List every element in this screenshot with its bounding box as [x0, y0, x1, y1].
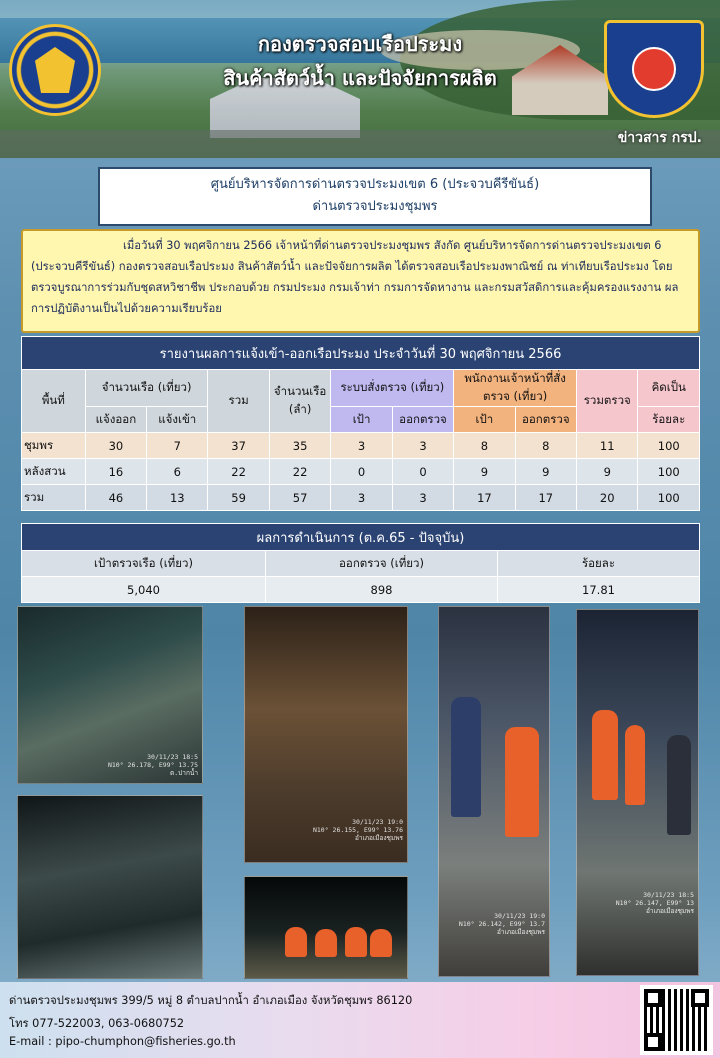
photo-dock-inspection [576, 609, 699, 976]
header-boat-trips: จำนวนเรือ (เที่ยว) [85, 370, 208, 407]
header-arrive: แจ้งเข้า [147, 407, 208, 433]
table-row: ชุมพร 30 7 37 35 3 3 8 8 11 100 [22, 433, 700, 459]
emblem-icon [35, 47, 75, 93]
report-table-caption: รายงานผลการแจ้งเข้า-ออกเรือประมง ประจำวันที่ 30 พฤศจิกายน 2566 [22, 337, 700, 370]
qr-code[interactable] [640, 985, 713, 1055]
title-line1: ศูนย์บริหารจัดการด่านตรวจประมงเขต 6 (ประจวบคีรีขันธ์) [210, 177, 540, 192]
header-sys-target: เป้า [331, 407, 392, 433]
results-header-inspected: ออกตรวจ (เที่ยว) [266, 551, 498, 577]
header-officer-order: พนักงานเจ้าหน้าที่สั่งตรวจ (เที่ยว) [454, 370, 577, 407]
title-line2: ด่านตรวจประมงชุมพร [312, 199, 438, 214]
title-box [98, 167, 652, 226]
photo-timestamp: 30/11/23 18:5 N10° 26.147, E99° 13 อำเภอเมืองชุมพร [615, 891, 694, 915]
header-sys-inspected: ออกตรวจ [392, 407, 453, 433]
header-depart: แจ้งออก [85, 407, 146, 433]
footer-address: ด่านตรวจประมงชุมพร 399/5 หมู่ 8 ตำบลปากน้ำ อำเภอเมือง จังหวัดชุมพร 86120 [9, 994, 413, 1007]
results-header-percent: ร้อยละ [498, 551, 700, 577]
header-title-line2: สินค้าสัตว์น้ำ และปัจจัยการผลิต [223, 66, 497, 90]
report-table [21, 336, 700, 511]
header-total: รวม [208, 370, 269, 433]
photo-timestamp: 30/11/23 19:0 N10° 26.142, E99° 13.7 อำเภอเมืองชุมพร [458, 912, 545, 936]
table-row-total: รวม 46 13 59 57 3 3 17 17 20 100 [22, 485, 700, 511]
department-of-fisheries-logo [9, 24, 101, 116]
photo-timestamp: 30/11/23 19:0 N10° 26.155, E99° 13.76 อำเภอเมืองชุมพร [312, 818, 403, 842]
photo-fishing-boat [17, 606, 203, 784]
results-table [21, 523, 700, 603]
header-percent-label: คิดเป็น [638, 370, 700, 407]
photo-crew-lineup [244, 876, 408, 979]
news-label: ข่าวสาร กรป. [617, 130, 702, 146]
photo-boat-hold [244, 606, 408, 863]
header-off-inspected: ออกตรวจ [515, 407, 576, 433]
photo-fishing-nets [17, 795, 203, 979]
table-row: หลังสวน 16 6 22 22 0 0 9 9 9 100 [22, 459, 700, 485]
footer-email[interactable]: E-mail : pipo-chumphon@fisheries.go.th [9, 1035, 236, 1048]
header-off-target: เป้า [454, 407, 515, 433]
results-header-target: เป้าตรวจเรือ (เที่ยว) [22, 551, 266, 577]
footer [0, 982, 720, 1058]
header-percent: ร้อยละ [638, 407, 700, 433]
header-banner [0, 0, 720, 158]
header-total-inspect: รวมตรวจ [577, 370, 638, 433]
footer-phone: โทร 077-522003, 063-0680752 [9, 1017, 185, 1030]
results-value-percent: 17.81 [498, 577, 700, 603]
fishery-inspection-logo [604, 20, 704, 118]
photo-officers-inspection [438, 606, 550, 977]
results-value-inspected: 898 [266, 577, 498, 603]
header-title-line1: กองตรวจสอบเรือประมง [257, 32, 463, 56]
results-value-target: 5,040 [22, 577, 266, 603]
badge-icon [632, 47, 676, 91]
header-area: พื้นที่ [22, 370, 86, 433]
photo-timestamp: 30/11/23 18:5 N10° 26.178, E99° 13.75 ต.ปากน้ำ [107, 753, 198, 777]
header-boat-count: จำนวนเรือ (ลำ) [269, 370, 331, 433]
header-system-order: ระบบสั่งตรวจ (เที่ยว) [331, 370, 454, 407]
results-table-caption: ผลการดำเนินการ (ต.ค.65 - ปัจจุบัน) [22, 524, 700, 551]
info-paragraph: เมื่อวันที่ 30 พฤศจิกายน 2566 เจ้าหน้าที่ด่านตรวจประมงชุมพร สังกัด ศูนย์บริหารจัดการด่านตรวจประมงเขต 6 (ประจวบคีรีขันธ์) กองตรวจสอบเรือประมง สินค้าสัตว์น้ำ และปัจจัยการผลิต ได้ตรวจสอบเรือประมงพาณิชย์ ณ ท่าเทียบเรือประมง โดยตรวจบูรณาการร่วมกับชุดสหวิชาชีพ ประกอบด้วย กรมประมง กรมเจ้าท่า กรมการจัดหางาน และกรมสวัสดิการและคุ้มครองแรงงาน ผลการปฏิบัติงานเป็นไปด้วยความเรียบร้อย [21, 229, 700, 333]
